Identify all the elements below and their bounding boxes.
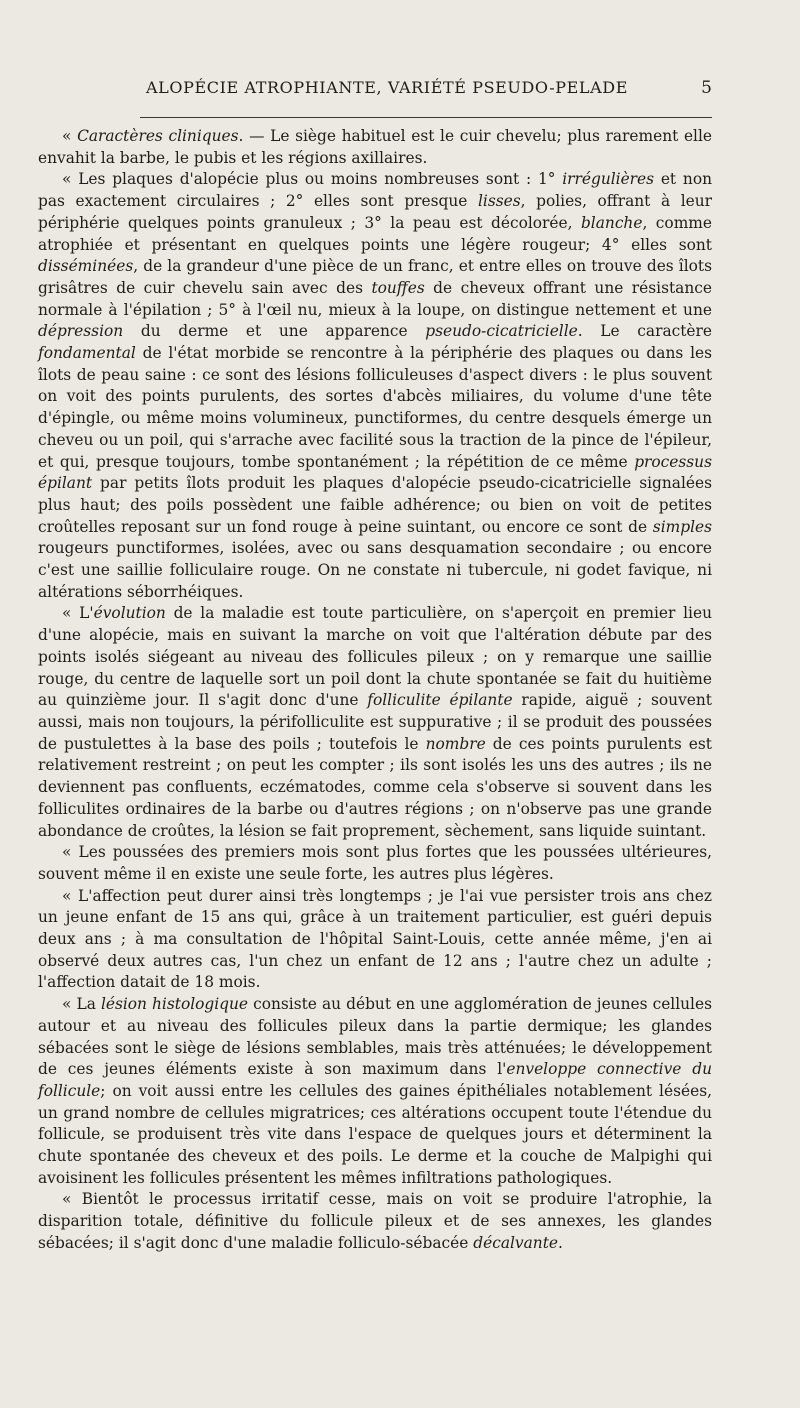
italic-run: fondamental — [38, 344, 136, 363]
italic-run: irrégulières — [562, 170, 655, 189]
text-run: , comme atrophiée et présentant en quelques points une légère rougeur; 4° elles sont — [38, 213, 712, 254]
text-run: . — [558, 1233, 563, 1252]
running-title: ALOPÉCIE ATROPHIANTE, VARIÉTÉ PSEUDO-PELADE — [146, 78, 628, 97]
paragraph — [38, 842, 712, 885]
italic-run: enveloppe connective du follicule — [38, 1060, 712, 1100]
italic-run: disséminées — [38, 257, 134, 276]
body-text — [38, 126, 712, 1255]
text-run: « L' — [62, 604, 94, 623]
italic-run: évolution — [93, 604, 166, 623]
text-run: « Les plaques d'alopécie plus ou moins nombreuses sont : 1° — [62, 170, 563, 189]
paragraph — [38, 169, 712, 603]
text-run: par petits îlots produit les plaques d'alopécie pseudo-cicatricielle signalées plus haut; des poils possèdent une faible adhérence; ou bien on voit de petites croûtelles reposant sur un fond rouge à peine suintant, ou encore ce sont de — [38, 474, 712, 536]
italic-run: dépression — [38, 322, 124, 341]
text-run: ; on voit aussi entre les cellules des gaines épithéliales notablement lésées, un grand nombre de cellules migratrices; ces altérations occupent toute l'étendue du follicule, se produisent très vite dans l'espace de quelques jours et déterminent la chute spontanée des cheveux et des poils. Le derme et la couche de Malpighi qui avoisinent les follicules présentent les mêmes infiltrations pathologiques. — [38, 1081, 712, 1187]
text-run: , polies, offrant à leur périphérie quelques points granuleux ; 3° la peau est décolorée, — [38, 192, 712, 232]
text-run: consiste au début en une agglomération de jeunes cellules autour et au niveau des follicules pileux dans la partie dermique; les glandes sébacées sont le siège de lésions semblables, mais très atténuées; le développement de ces jeunes éléments existe à son maximum dans l' — [38, 995, 712, 1079]
italic-run: folliculite épilante — [367, 691, 513, 710]
italic-run: simples — [652, 517, 712, 536]
text-run: . Le caractère — [577, 322, 712, 341]
italic-run: décalvante — [473, 1233, 559, 1252]
text-run: « La — [62, 995, 101, 1014]
text-run: et non pas exactement circulaires ; 2° elles sont presque — [38, 170, 712, 211]
text-run: de l'état morbide se rencontre à la périphérie des plaques ou dans les îlots de peau saine : ce sont des lésions folliculeuses d'aspect divers : le plus souvent on voit des points purulents, des sortes d'abcès miliaires, du volume d'une tête d'épingle, ou même moins volumineux, punctiformes, du centre desquels émerge un cheveu ou un poil, qui s'arrache avec facilité sous la traction de la pince de l'épileur, et qui, presque toujours, tombe spontanément ; la répétition de ce même — [38, 344, 712, 471]
italic-run: lisses — [477, 192, 521, 211]
italic-run: pseudo-cicatricielle — [425, 322, 578, 341]
text-run: rougeurs punctiformes, isolées, avec ou sans desquamation secondaire ; ou encore c'est une saillie folliculaire rouge. On ne constate ni tubercule, ni godet favique, ni altérations séborrhéiques. — [38, 539, 712, 601]
italic-run: nombre — [425, 734, 486, 753]
text-run: rapide, aiguë ; souvent aussi, mais non toujours, la périfolliculite est suppurative ; il se produit des poussées de pustulettes à la base des poils ; toutefois le — [38, 691, 712, 753]
text-run: « Les poussées des premiers mois sont plus fortes que les poussées ultérieures, souvent même il en existe une seule forte, les autres plus légères. — [38, 843, 712, 883]
text-run: de la maladie est toute particulière, on s'aperçoit en premier lieu d'une alopécie, mais en suivant la marche on voit que l'altération débute par des points isolés siégeant au niveau des follicules pileux ; on y remarque une saillie rouge, du centre de laquelle sort un poil dont la chute spontanée se fait du huitième au quinzième jour. Il s'agit donc d'une — [38, 604, 712, 710]
running-header — [38, 78, 712, 108]
text-run: « — [62, 127, 78, 145]
text-run: , de la grandeur d'une pièce de un franc, et entre elles on trouve des îlots grisâtres de cuir chevelu sain avec des — [38, 257, 712, 297]
italic-run: lésion histologique — [100, 995, 249, 1014]
text-run: « L'affection peut durer ainsi très longtemps ; je l'ai vue persister trois ans chez un jeune enfant de 15 ans qui, grâce à un traitement particulier, est guéri depuis deux ans ; à ma consultation de l'hôpital Saint-Louis, cette année même, j'en ai observé deux autres cas, l'un chez un enfant de 12 ans ; l'autre chez un adulte ; l'affection datait de 18 mois. — [38, 886, 712, 992]
text-run: — Le siège habituel est le cuir chevelu; plus rarement elle envahit la barbe, le pubis et les régions axillaires. — [38, 127, 712, 167]
text-run: de ces points purulents est relativement restreint ; on peut les compter ; ils sont isolés les uns des autres ; ils ne deviennent pas confluents, eczématodes, comme cela s'observe si souvent dans les folliculites ordinaires de la barbe ou d'autres régions ; on n'observe pas une grande abondance de croûtes, la lésion se fait proprement, sèchement, sans liquide suintant. — [38, 734, 712, 840]
paragraph — [38, 1189, 712, 1254]
italic-run: processus épilant — [38, 452, 712, 493]
paragraph — [38, 886, 712, 995]
text-run: de cheveux offrant une résistance normale à l'épilation ; 5° à l'œil nu, mieux à la loupe, on distingue nettement et une — [38, 278, 712, 319]
italic-run: touffes — [371, 278, 425, 297]
paragraph — [38, 126, 712, 169]
page-number: 5 — [701, 78, 712, 98]
paragraph — [38, 994, 712, 1189]
paragraph — [38, 603, 712, 842]
text-run: « Bientôt le processus irritatif cesse, mais on voit se produire l'atrophie, la disparition totale, définitive du follicule pileux et de ses annexes, les glandes sébacées; il s'agit donc d'une maladie folliculo-sébacée — [38, 1190, 712, 1252]
italic-run: Caractères cliniques. — [77, 127, 244, 145]
header-rule — [140, 117, 712, 118]
italic-run: blanche — [580, 213, 643, 232]
text-run: du derme et une apparence — [123, 322, 426, 341]
